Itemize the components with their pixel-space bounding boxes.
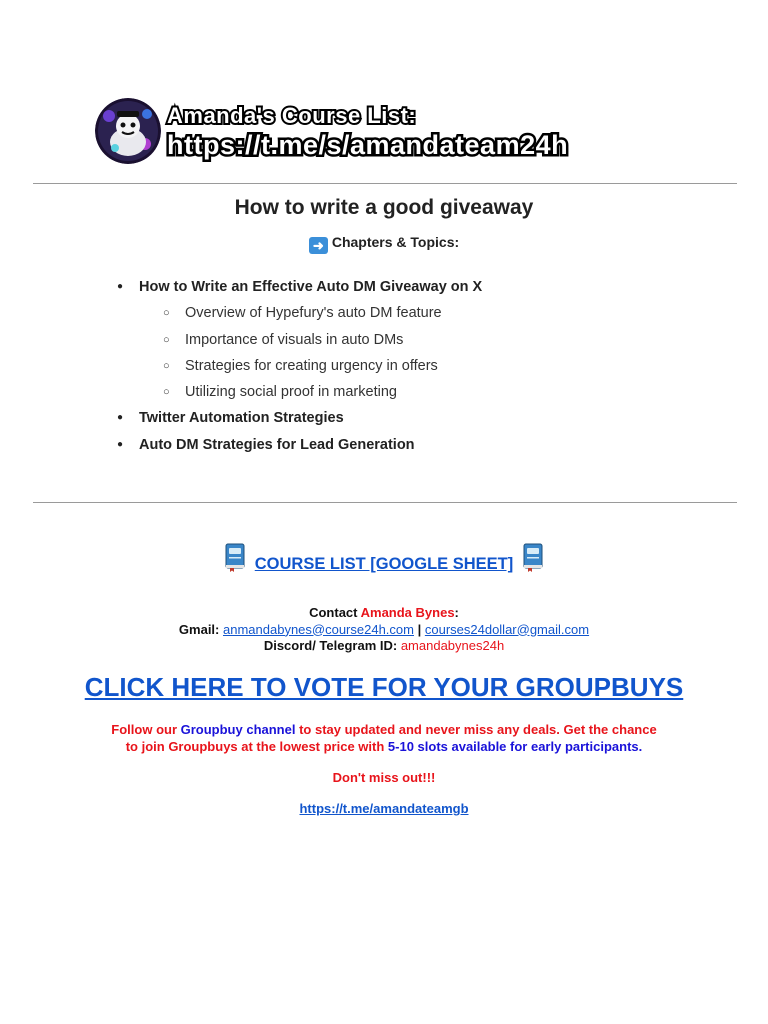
topic-label: How to Write an Effective Auto DM Giveaway on X [139,279,483,295]
course-list-link[interactable]: COURSE LIST [GOOGLE SHEET] [254,555,514,573]
groupbuy-channel-text: Groupbuy channel [180,722,296,737]
topic-item: ● Auto DM Strategies for Lead Generation [117,432,482,458]
book-icon [225,543,245,573]
discord-line: Discord/ Telegram ID: amandabynes24h [263,638,505,653]
divider-middle [33,502,737,503]
arrow-right-icon: ➜ [309,237,328,254]
telegram-link[interactable]: https://t.me/amandateamgb [299,801,469,816]
header-title: Amanda's Course List: [167,103,417,128]
dont-miss-text: Don't miss out!!! [332,770,436,785]
subtopic-item: ○ Utilizing social proof in marketing [163,379,482,405]
email-link-1[interactable]: anmandabynes@course24h.com [223,621,414,637]
chapters-heading: ➜ Chapters & Topics: [0,234,768,254]
contact-line: Contact Amanda Bynes: [309,605,459,620]
follow-paragraph: Follow our Groupbuy channel to stay updated and never miss any deals. Get the chance to join Groupbuys at the lowest price with 5-10 slots available for early participants. [111,722,657,754]
email-link-2[interactable]: courses24dollar@gmail.com [424,621,590,637]
vote-groupbuys-link[interactable]: CLICK HERE TO VOTE FOR YOUR GROUPBUYS [84,672,684,702]
subtopic-list [163,300,482,405]
avatar [95,98,161,164]
gmail-line: Gmail: anmandabynes@course24h.com | courses24dollar@gmail.com [178,621,590,637]
subtopic-item: ○ Overview of Hypefury's auto DM feature [163,300,482,326]
course-list-row [0,543,768,574]
contact-name: Amanda Bynes [360,605,455,620]
topic-list [117,274,482,458]
topic-item [117,274,482,405]
subtopic-item: ○ Importance of visuals in auto DMs [163,327,482,353]
discord-id: amandabynes24h [400,638,505,653]
topic-item: ● Twitter Automation Strategies [117,405,482,431]
page-title: How to write a good giveaway [234,196,534,219]
slots-text: 5-10 slots available for early participants [387,738,639,754]
subtopic-item: ○ Strategies for creating urgency in offers [163,353,482,379]
contact-block [0,605,768,655]
divider-top [33,183,737,184]
book-icon [523,543,543,573]
header-url[interactable]: https://t.me/s/amandateam24h [167,130,569,160]
header-banner [95,96,695,166]
